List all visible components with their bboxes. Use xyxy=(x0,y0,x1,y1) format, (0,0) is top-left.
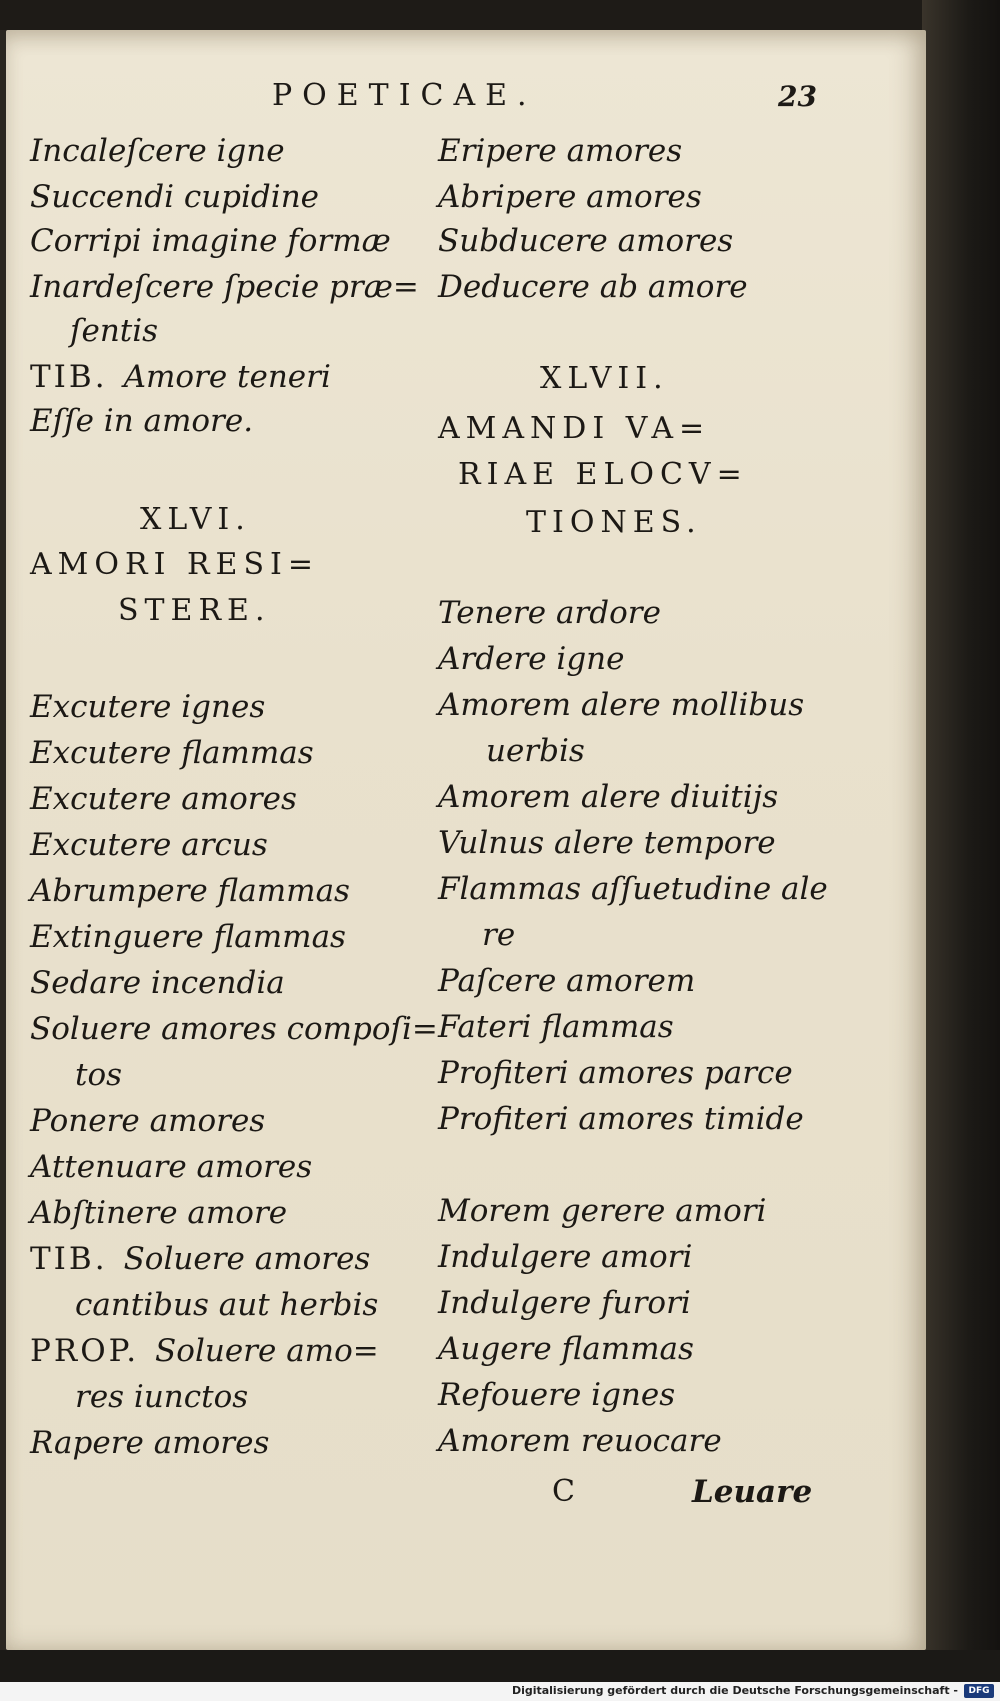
right-entry: Amorem reuocare xyxy=(438,1423,722,1459)
left-entry-text: Amore teneri xyxy=(123,359,331,395)
right-entry: Tenere ardore xyxy=(438,595,661,631)
right-entry: Deducere ab amore xyxy=(438,269,748,305)
section-number: XLVI. xyxy=(140,502,251,537)
right-entry: Profiteri amores timide xyxy=(438,1101,804,1137)
right-entry: Profiteri amores parce xyxy=(438,1055,793,1091)
signature-mark: C xyxy=(552,1474,575,1509)
left-entry: Abſtinere amore xyxy=(30,1195,288,1231)
author-abbreviation: TIB. xyxy=(30,1241,108,1277)
funding-credit: Digitalisierung gefördert durch die Deutsche Forschungsgemeinschaft - xyxy=(511,1684,958,1697)
page-number: 23 xyxy=(778,80,817,113)
right-entry: Subducere amores xyxy=(438,223,734,259)
right-entry: Abripere amores xyxy=(438,179,702,215)
left-entry-continuation: tos xyxy=(75,1057,123,1093)
section-number: XLVII. xyxy=(540,361,669,396)
scan-background-right xyxy=(922,0,1000,1701)
left-entry: Excutere amores xyxy=(30,781,297,817)
left-entry: Excutere flammas xyxy=(30,735,314,771)
right-entry: Ardere igne xyxy=(438,641,625,677)
right-entry: Indulgere amori xyxy=(438,1239,693,1275)
left-entry-continuation: cantibus aut herbis xyxy=(75,1287,379,1323)
scan-background-top xyxy=(0,0,1000,30)
right-entry: Amorem alere mollibus xyxy=(438,687,805,723)
left-entry-text: Soluere amores xyxy=(123,1241,371,1277)
left-entry: Abrumpere flammas xyxy=(30,873,350,909)
left-entry: Attenuare amores xyxy=(30,1149,313,1185)
scan-background-bottom xyxy=(0,1650,1000,1682)
left-entry: Extinguere flammas xyxy=(30,919,346,955)
left-entry: Soluere amores compoſi= xyxy=(30,1011,438,1047)
right-entry-continuation: uerbis xyxy=(486,733,585,769)
section-title-line: AMORI RESI= xyxy=(30,547,319,582)
left-entry: Excutere ignes xyxy=(30,689,266,725)
left-entry: Sedare incendia xyxy=(30,965,285,1001)
right-entry-continuation: re xyxy=(482,917,516,953)
left-entry-text: Soluere amo= xyxy=(155,1333,379,1369)
left-entry-continuation: ſentis xyxy=(70,313,159,349)
left-entry-prop xyxy=(30,1333,379,1369)
right-entry: Indulgere furori xyxy=(438,1285,691,1321)
author-abbreviation: PROP. xyxy=(30,1333,140,1369)
section-title-line: RIAE ELOCV= xyxy=(458,457,748,492)
right-entry: Amorem alere diuitijs xyxy=(438,779,779,815)
right-entry: Refouere ignes xyxy=(438,1377,676,1413)
left-entry: Excutere arcus xyxy=(30,827,268,863)
left-entry-continuation: res iunctos xyxy=(75,1379,249,1415)
left-entry-tib xyxy=(30,1241,371,1277)
right-entry: Augere flammas xyxy=(438,1331,694,1367)
left-entry: Succendi cupidine xyxy=(30,179,320,215)
right-entry: Morem gerere amori xyxy=(438,1193,767,1229)
left-entry: Inardeſcere ſpecie præ= xyxy=(30,269,419,305)
dfg-logo: DFG xyxy=(964,1684,994,1698)
section-title-line: STERE. xyxy=(118,593,271,628)
left-entry-tib xyxy=(30,359,331,395)
right-entry: Flammas aſſuetudine ale xyxy=(438,871,828,907)
left-entry: Rapere amores xyxy=(30,1425,270,1461)
section-title-line: AMANDI VA= xyxy=(438,411,711,446)
left-entry: Ponere amores xyxy=(30,1103,266,1139)
right-entry: Paſcere amorem xyxy=(438,963,696,999)
section-title-line: TIONES. xyxy=(526,505,702,540)
left-entry: Corripi imagine formæ xyxy=(30,223,391,259)
right-entry: Eripere amores xyxy=(438,133,683,169)
right-entry: Fateri flammas xyxy=(438,1009,674,1045)
author-abbreviation: TIB. xyxy=(30,359,108,395)
left-entry: Eſſe in amore. xyxy=(30,403,254,439)
right-entry: Vulnus alere tempore xyxy=(438,825,776,861)
catchword: Leuare xyxy=(692,1474,813,1510)
running-head: POETICAE. xyxy=(272,78,537,113)
left-entry: Incaleſcere igne xyxy=(30,133,285,169)
